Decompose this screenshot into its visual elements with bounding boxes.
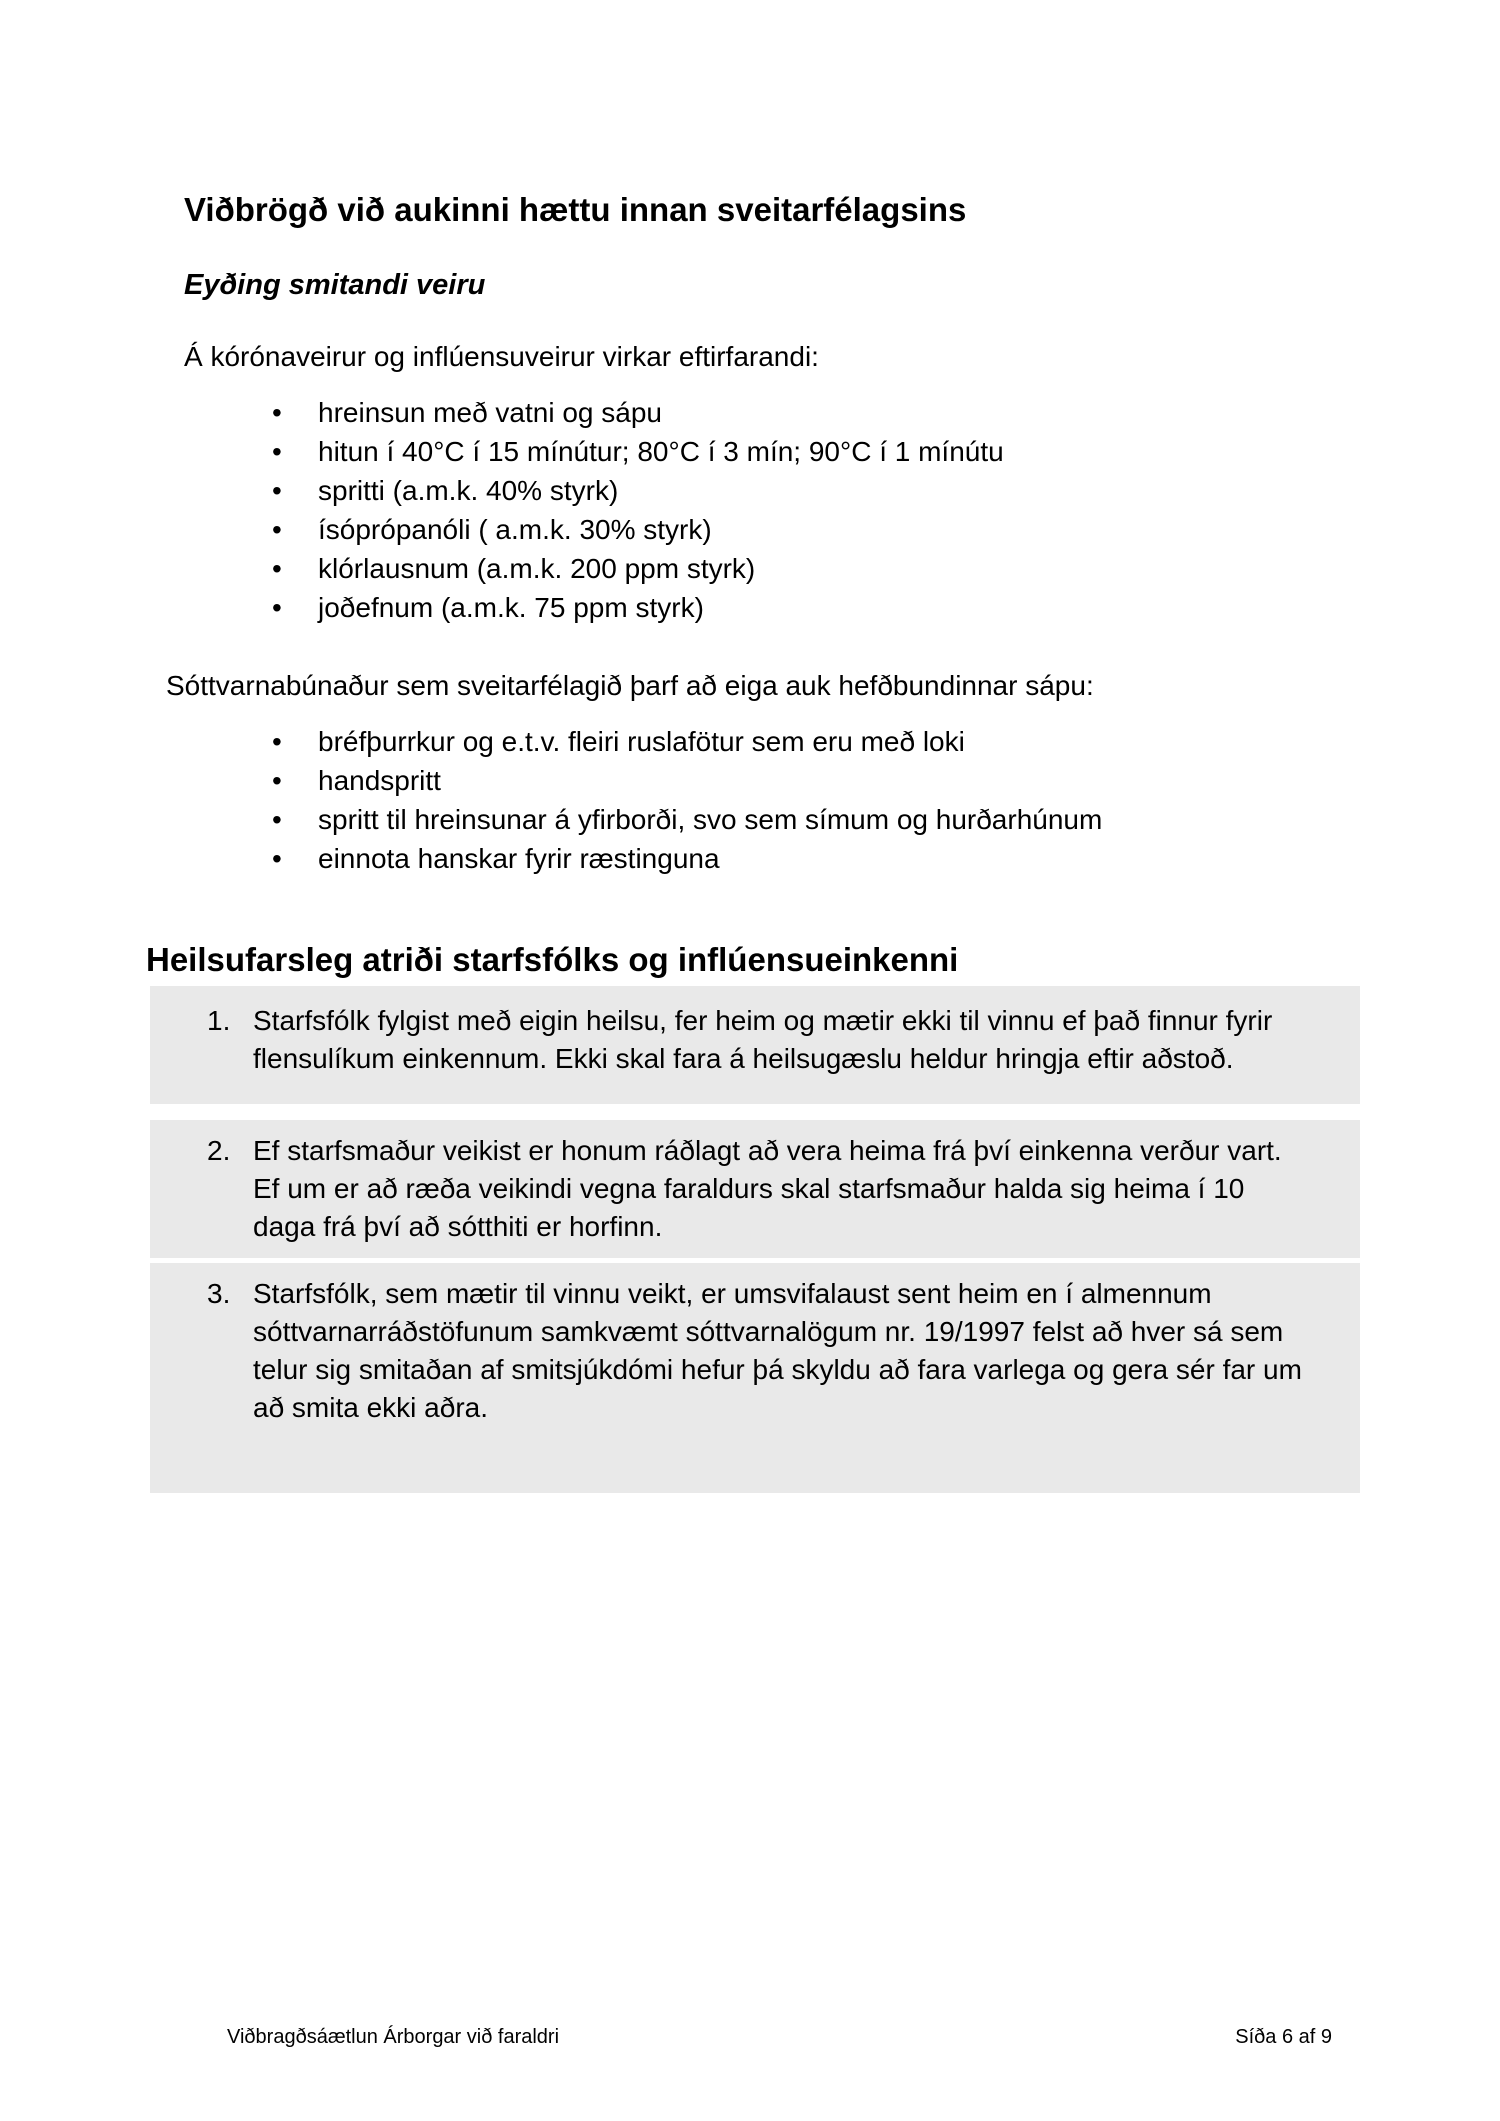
disinfect-bullet-list (272, 394, 1360, 627)
list-item (272, 589, 1360, 627)
list-item-text: hitun í 40°C í 15 mínútur; 80°C í 3 mín; 90°C í 1 mínútu (318, 436, 1004, 468)
list-item (272, 433, 1360, 471)
footer-document-title: Viðbragðsáætlun Árborgar við faraldri (227, 2026, 560, 2048)
item-text: Starfsfólk fylgist með eigin heilsu, fer heim og mætir ekki til vinnu ef það finnur fyrir flensulíkum einkennum. Ekki skal fara á heilsugæslu heldur hringja eftir aðstoð. (253, 1004, 1273, 1074)
health-section-heading: Heilsufarsleg atriði starfsfólks og inflúensueinkenni (146, 941, 959, 979)
numbered-item (207, 1002, 1314, 1078)
numbered-item (207, 1275, 1314, 1427)
bullet-icon: • (272, 765, 282, 797)
list-item-text: klórlausnum (a.m.k. 200 ppm styrk) (318, 553, 756, 585)
list-item (272, 801, 1360, 839)
numbered-item (207, 1132, 1314, 1246)
bullet-icon: • (272, 436, 282, 468)
list-item-text: einnota hanskar fyrir ræstinguna (318, 843, 720, 875)
notice-box-2 (150, 1120, 1360, 1258)
item-text: Ef starfsmaður veikist er honum ráðlagt að vera heima frá því einkenna verður vart. Ef um er að ræða veikindi vegna faraldurs skal starfsmaður halda sig heima í 10 daga frá því að sótthiti er horfinn. (253, 1134, 1282, 1242)
intro-paragraph: Á kórónaveirur og inflúensuveirur virkar eftirfarandi: (184, 341, 819, 373)
list-item (272, 511, 1360, 549)
list-item-text: joðefnum (a.m.k. 75 ppm styrk) (318, 592, 704, 624)
bullet-icon: • (272, 726, 282, 758)
bullet-icon: • (272, 514, 282, 546)
bullet-icon: • (272, 843, 282, 875)
bullet-icon: • (272, 804, 282, 836)
bullet-icon: • (272, 397, 282, 429)
list-item (272, 472, 1360, 510)
item-text: Starfsfólk, sem mætir til vinnu veikt, er umsvifalaust sent heim en í almennum sóttvarnarráðstöfunum samkvæmt sóttvarnalögum nr. 19/1997 felst að hver sá sem telur sig smitaðan af smitsjúkdómi hefur þá skyldu að fara varlega og gera sér far um að smita ekki aðra. (253, 1277, 1302, 1423)
section-heading: Viðbrögð við aukinni hættu innan sveitarfélagsins (184, 191, 967, 228)
item-number: 1. (207, 1004, 231, 1036)
notice-box-1 (150, 986, 1360, 1104)
section-subheading: Eyðing smitandi veiru (184, 268, 486, 301)
list-item (272, 840, 1360, 878)
list-item (272, 550, 1360, 588)
list-item-text: hreinsun með vatni og sápu (318, 397, 662, 429)
list-item-text: handspritt (318, 765, 441, 797)
list-item (272, 394, 1360, 432)
list-item (272, 723, 1360, 761)
footer-page-number: Síða 6 af 9 (1235, 2026, 1332, 2048)
list-item (272, 762, 1360, 800)
list-item-text: ísóprópanóli ( a.m.k. 30% styrk) (318, 514, 712, 546)
list-item-text: spritt til hreinsunar á yfirborði, svo sem símum og hurðarhúnum (318, 804, 1103, 836)
equipment-bullet-list (272, 723, 1360, 878)
item-number: 2. (207, 1134, 231, 1166)
bullet-icon: • (272, 553, 282, 585)
list-item-text: spritti (a.m.k. 40% styrk) (318, 475, 619, 507)
item-number: 3. (207, 1277, 231, 1309)
list-item-text: bréfþurrkur og e.t.v. fleiri ruslafötur sem eru með loki (318, 726, 965, 758)
notice-box-3 (150, 1263, 1360, 1493)
equipment-intro-paragraph: Sóttvarnabúnaður sem sveitarfélagið þarf að eiga auk hefðbundinnar sápu: (166, 670, 1094, 702)
bullet-icon: • (272, 475, 282, 507)
bullet-icon: • (272, 592, 282, 624)
